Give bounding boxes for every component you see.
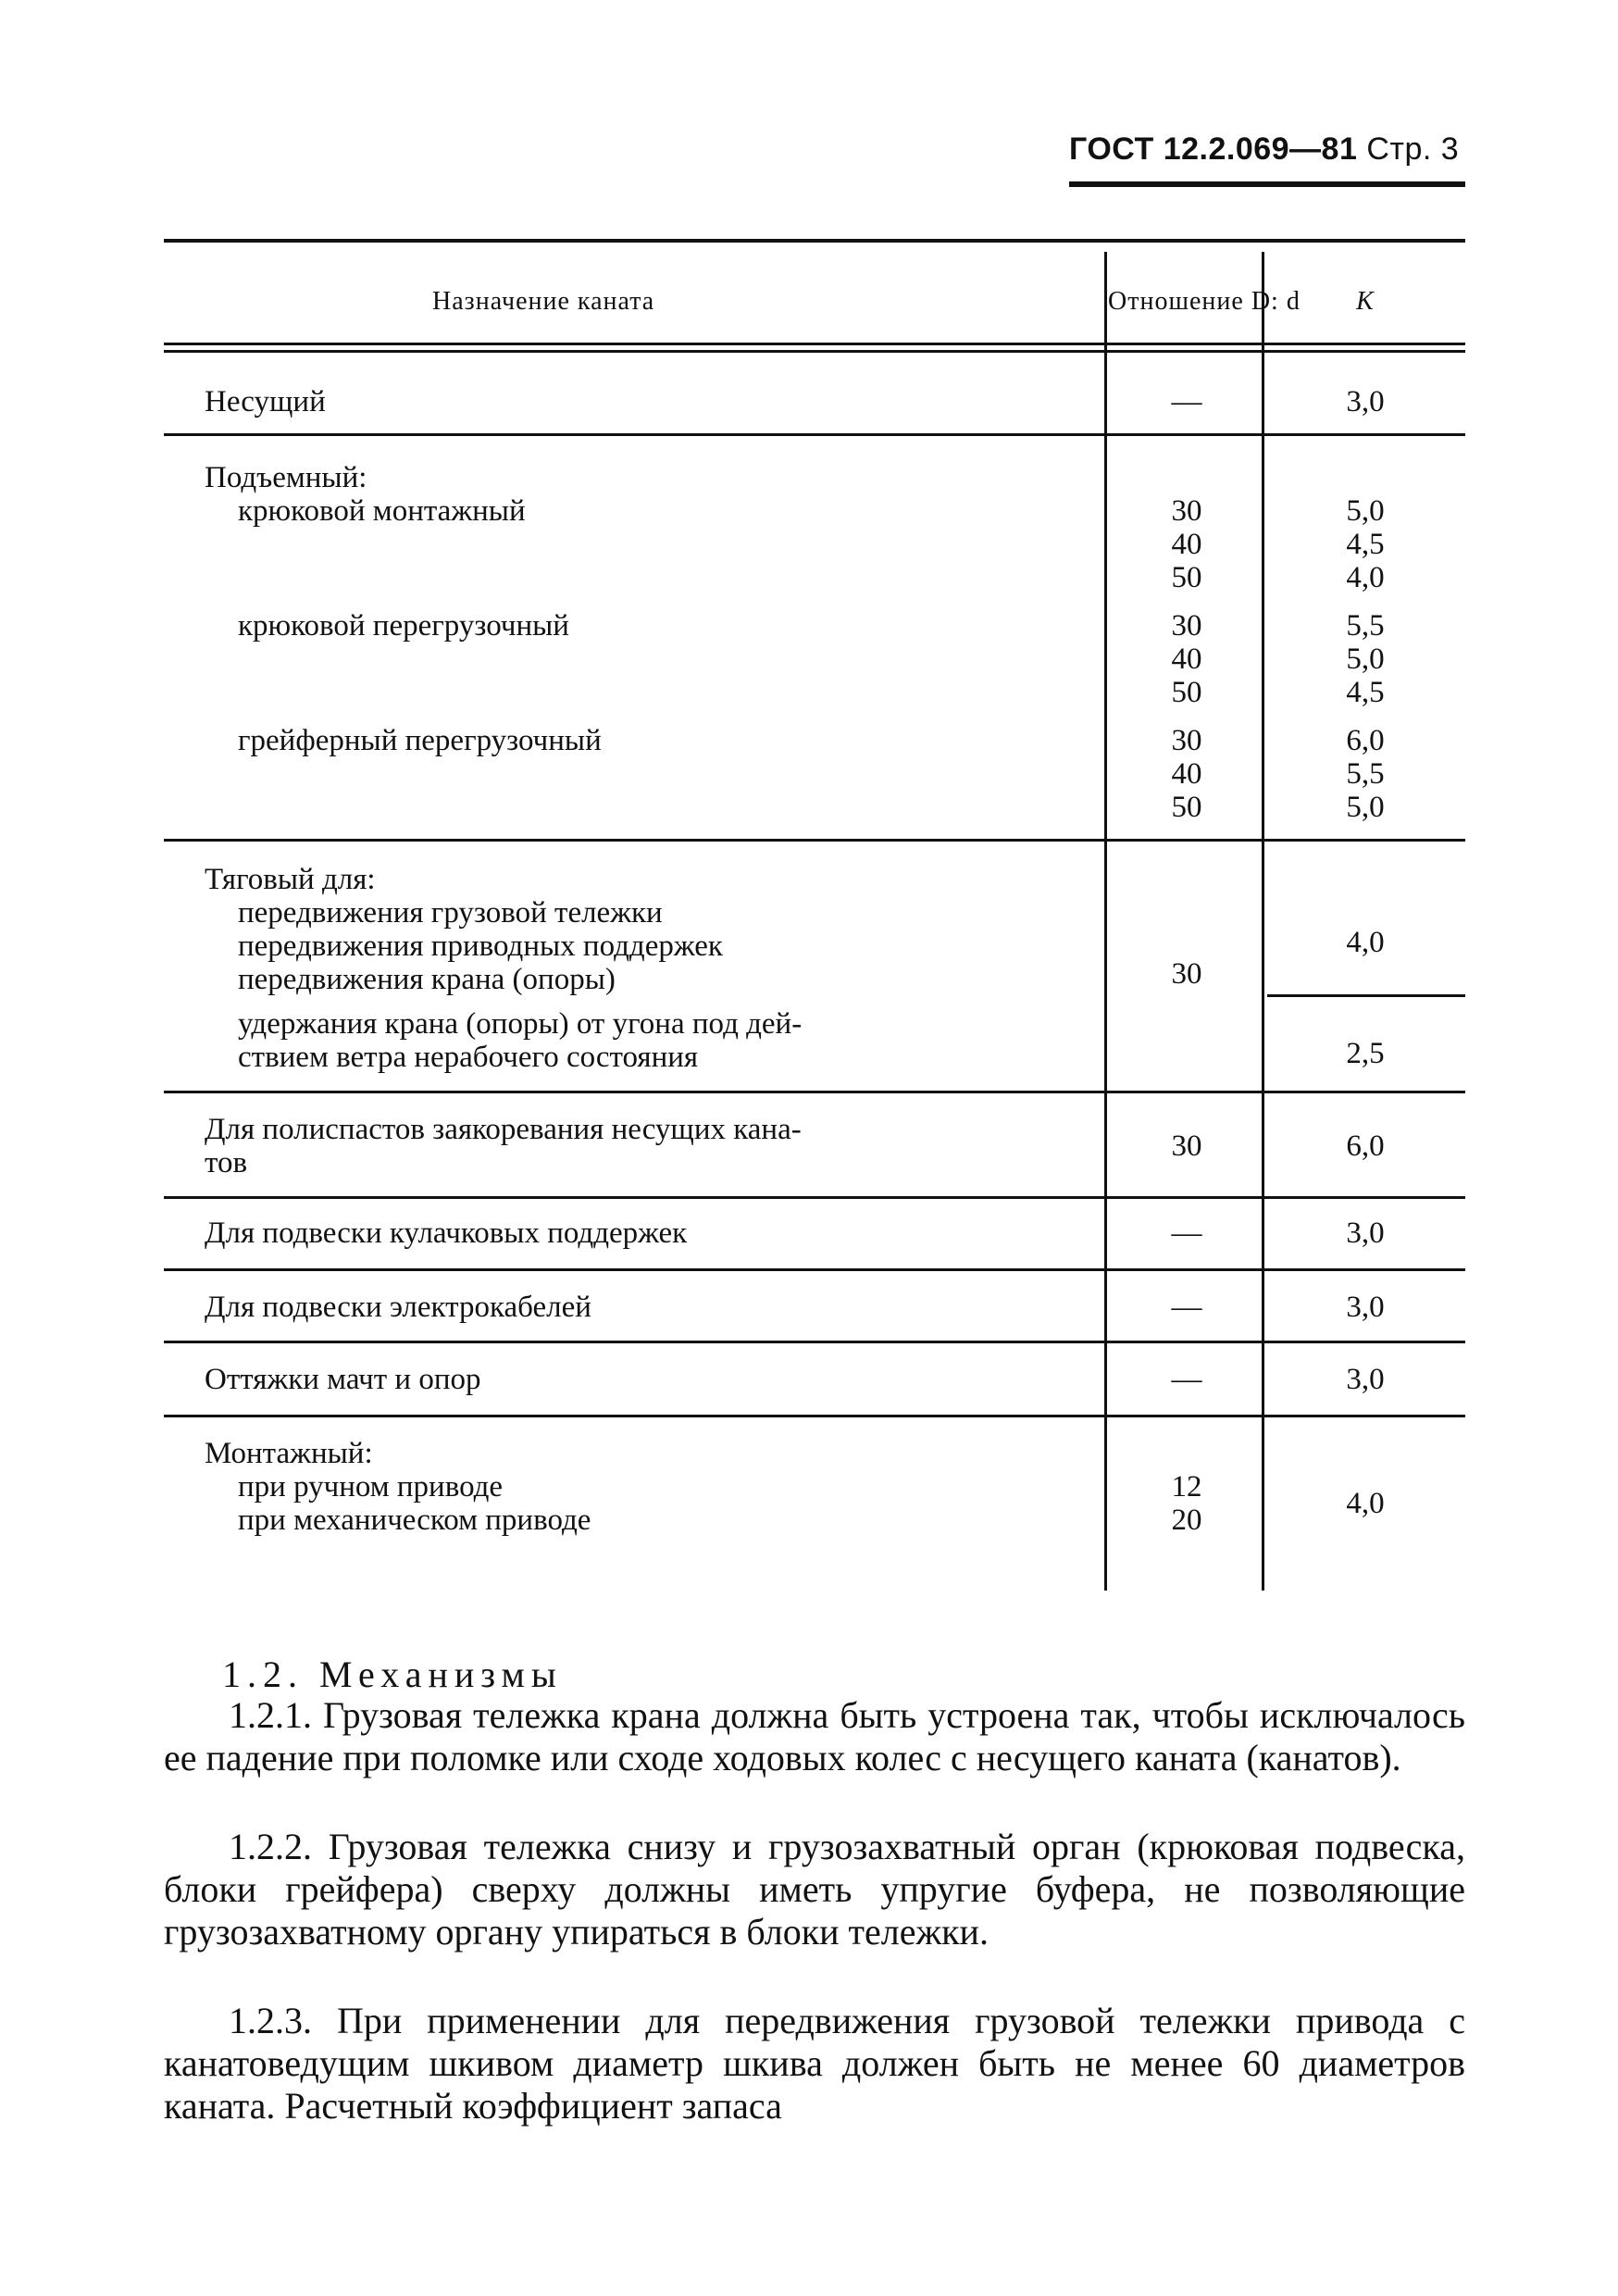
k-value: 6,0 bbox=[1346, 724, 1385, 757]
header-rule bbox=[1069, 181, 1465, 187]
k-value: 5,0 bbox=[1346, 494, 1385, 528]
row-cables-ratio: — bbox=[1171, 1291, 1202, 1324]
row-anchoring-line: Для полиспастов заякоревания несущих кана- bbox=[205, 1113, 802, 1146]
document-id: ГОСТ 12.2.069—81 bbox=[1069, 131, 1358, 167]
row-traction-hold-line: удержания крана (опоры) от угона под дей- bbox=[238, 1007, 803, 1041]
page-header bbox=[1069, 131, 1463, 168]
row-rule-1 bbox=[164, 433, 1465, 436]
paragraph-text: 1.2.1. Грузовая тележка крана должна быть устроена так, чтобы исключалось ее падение при поломке или сходе ходовых колес с несущего каната (канатов). bbox=[164, 1694, 1465, 1778]
ratio-value: 40 bbox=[1171, 757, 1202, 791]
row-lifting-sub1-ks bbox=[1265, 494, 1465, 594]
page-number: Стр. 3 bbox=[1366, 131, 1460, 167]
row-traction-ratio: 30 bbox=[1171, 957, 1202, 991]
row-rule-5 bbox=[164, 1268, 1465, 1271]
row-mounting-ratios bbox=[1108, 1470, 1265, 1537]
row-carrying-name: Несущий bbox=[205, 385, 326, 418]
row-traction-k1: 4,0 bbox=[1346, 926, 1385, 959]
paragraph-1-2-3 bbox=[164, 2000, 1465, 2128]
column-divider-1 bbox=[1104, 252, 1107, 1591]
row-lifting-group: Подъемный: bbox=[205, 461, 367, 494]
row-cables-k: 3,0 bbox=[1346, 1291, 1385, 1324]
header-ratio: Отношение D: d bbox=[1108, 287, 1301, 316]
k-value: 5,5 bbox=[1346, 757, 1385, 791]
row-lifting-sub3-name: грейферный перегрузочный bbox=[238, 724, 602, 757]
row-lifting-sub3-ratios bbox=[1108, 724, 1265, 824]
paragraph-1-2-1 bbox=[164, 1694, 1465, 1779]
rope-table bbox=[164, 239, 1465, 1591]
row-mounting-line: при механическом приводе bbox=[238, 1504, 591, 1537]
paragraph-text: 1.2.2. Грузовая тележка снизу и грузозахватный орган (крюковая подвеска, блоки грейфера) сверху должны иметь упругие буфера, не позволяющие грузозахватному органу упираться в блоки тележки. bbox=[164, 1826, 1465, 1953]
ratio-value: 40 bbox=[1171, 528, 1202, 561]
row-rule-4 bbox=[164, 1196, 1465, 1199]
row-carrying-k: 3,0 bbox=[1346, 385, 1385, 418]
row-mounting-k: 4,0 bbox=[1346, 1487, 1385, 1520]
row-traction-k2: 2,5 bbox=[1346, 1037, 1385, 1070]
k-value: 5,0 bbox=[1346, 791, 1385, 824]
row-anchoring-ratio: 30 bbox=[1171, 1129, 1202, 1163]
ratio-value: 50 bbox=[1171, 676, 1202, 709]
ratio-value: 50 bbox=[1171, 561, 1202, 594]
row-carrying-ratio: — bbox=[1171, 385, 1202, 418]
row-mounting-group: Монтажный: bbox=[205, 1437, 373, 1470]
row-anchoring-line: тов bbox=[205, 1146, 248, 1179]
row-traction-line: передвижения грузовой тележки bbox=[238, 896, 663, 930]
ratio-value: 50 bbox=[1171, 791, 1202, 824]
paragraph-1-2-2 bbox=[164, 1826, 1465, 1953]
row-guys-k: 3,0 bbox=[1346, 1363, 1385, 1396]
row-traction-line: передвижения приводных поддержек bbox=[238, 930, 723, 963]
section-title: 1.2. Механизмы bbox=[222, 1653, 563, 1695]
header-purpose: Назначение каната bbox=[432, 287, 655, 316]
ratio-value: 30 bbox=[1171, 724, 1202, 757]
ratio-value: 30 bbox=[1171, 494, 1202, 528]
k-value: 5,0 bbox=[1346, 643, 1385, 676]
k-value: 5,5 bbox=[1346, 609, 1385, 643]
row-rule-7 bbox=[164, 1415, 1465, 1417]
row-lifting-sub2-ks bbox=[1265, 609, 1465, 709]
row-lifting-sub1-name: крюковой монтажный bbox=[238, 494, 526, 528]
row-cam-supports-ratio: — bbox=[1171, 1217, 1202, 1250]
row-cam-supports-name: Для подвески кулачковых поддержек bbox=[205, 1217, 688, 1250]
row-lifting-sub2-name: крюковой перегрузочный bbox=[238, 609, 569, 643]
row-cam-supports-k: 3,0 bbox=[1346, 1217, 1385, 1250]
header-bottom-rule bbox=[164, 343, 1465, 345]
row-lifting-sub1-ratios bbox=[1108, 494, 1265, 594]
k-value: 4,5 bbox=[1346, 528, 1385, 561]
table-top-rule bbox=[164, 239, 1465, 243]
ratio-value: 30 bbox=[1171, 609, 1202, 643]
row-cables-name: Для подвески электрокабелей bbox=[205, 1291, 591, 1324]
row-rule-3 bbox=[164, 1091, 1465, 1093]
header-k: K bbox=[1356, 287, 1375, 316]
ratio-value: 20 bbox=[1171, 1504, 1202, 1537]
row-lifting-sub2-ratios bbox=[1108, 609, 1265, 709]
ratio-value: 40 bbox=[1171, 643, 1202, 676]
paragraph-text: 1.2.3. При применении для передвижения грузовой тележки привода с канатоведущим шкивом диаметр шкива должен быть не менее 60 диаметров каната. Расчетный коэффициент запаса bbox=[164, 2000, 1465, 2127]
row-mounting-line: при ручном приводе bbox=[238, 1470, 504, 1504]
row-lifting-sub3-ks bbox=[1265, 724, 1465, 824]
row-guys-ratio: — bbox=[1171, 1363, 1202, 1396]
k-value: 4,5 bbox=[1346, 676, 1385, 709]
k-value: 4,0 bbox=[1346, 561, 1385, 594]
row-anchoring-k: 6,0 bbox=[1346, 1129, 1385, 1163]
row-rule-2 bbox=[164, 839, 1465, 842]
row-rule-6 bbox=[164, 1341, 1465, 1343]
ratio-value: 12 bbox=[1171, 1470, 1202, 1504]
row-traction-line: передвижения крана (опоры) bbox=[238, 963, 616, 996]
row-guys-name: Оттяжки мачт и опор bbox=[205, 1363, 481, 1396]
row-traction-group: Тяговый для: bbox=[205, 863, 376, 896]
row-traction-k-divider bbox=[1267, 994, 1465, 997]
header-bottom-rule-2 bbox=[164, 350, 1465, 353]
row-traction-hold-line: ствием ветра нерабочего состояния bbox=[238, 1041, 699, 1074]
